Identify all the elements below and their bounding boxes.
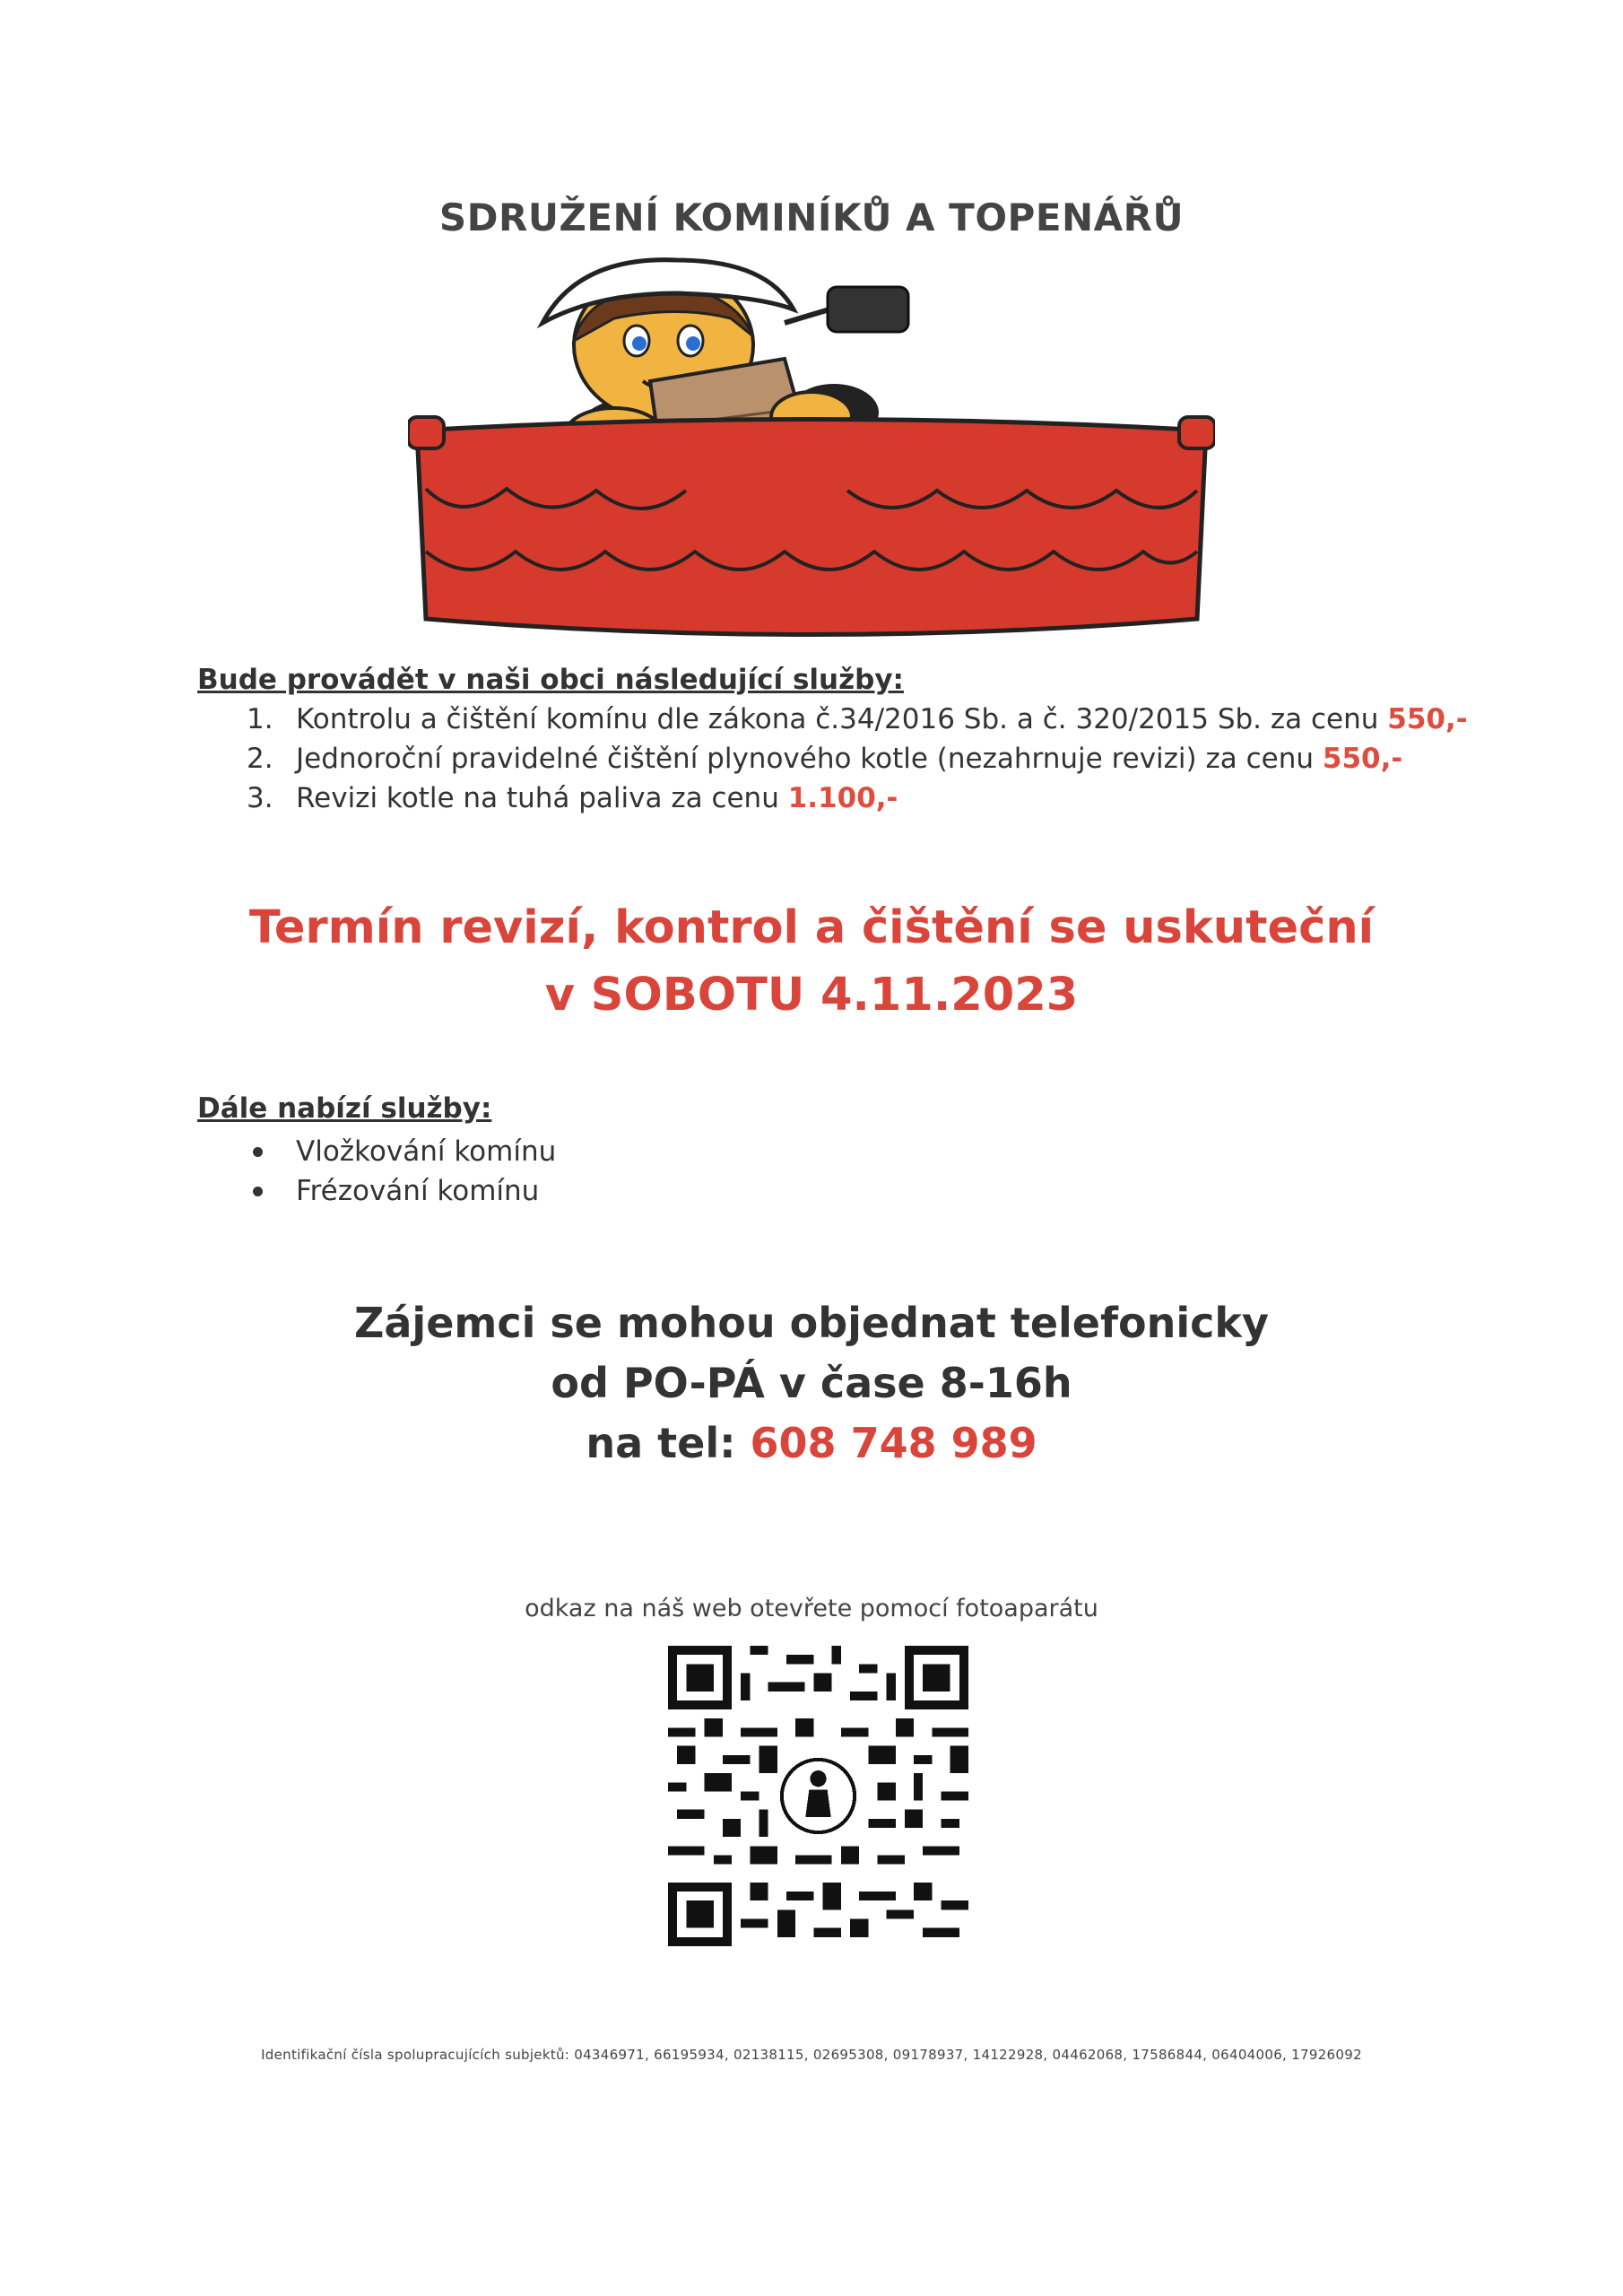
item-text: Revizi kotle na tuhá paliva za cenu [296, 782, 779, 814]
item-number: 3. [247, 782, 273, 814]
notice-line-1: Termín revizí, kontrol a čištění se uskuteční [248, 901, 1375, 954]
notice-date: v SOBOTU 4.11.2023 [544, 969, 1079, 1022]
bullet-icon [253, 1147, 263, 1157]
footer-ids: Identifikační čísla spolupracujících subjektů: 04346971, 66195934, 02138115, 02695308, 09178937, 14122928, 04462068, 17586844, 06404006, 17926092 [261, 2047, 1362, 2063]
qr-caption: odkaz na náš web otevřete pomocí fotoaparátu [525, 1595, 1098, 1622]
chimney-sweep-illustration [408, 256, 1215, 641]
services-heading: Bude provádět v naši obci následující služby: [197, 664, 904, 696]
item-price: 550,- [1322, 743, 1403, 775]
item-price: 550,- [1387, 703, 1468, 735]
qr-code[interactable] [668, 1646, 968, 1946]
contact-line-1: Zájemci se mohou objednat telefonicky [354, 1299, 1269, 1347]
item-number: 1. [247, 703, 273, 735]
item-text: Kontrolu a čištění komínu dle zákona č.34/2016 Sb. a č. 320/2015 Sb. za cenu [296, 703, 1379, 735]
bullet-icon [253, 1187, 263, 1196]
phone-label: na tel: [586, 1419, 736, 1467]
phone-number[interactable]: 608 748 989 [750, 1419, 1037, 1467]
extra-services-heading: Dále nabízí služby: [197, 1092, 492, 1125]
item-text: Jednoroční pravidelné čištění plynového kotle (nezahrnuje revizi) za cenu [296, 743, 1315, 775]
contact-phone-line [0, 1419, 1623, 1467]
contact-line-2: od PO-PÁ v čase 8-16h [551, 1359, 1072, 1407]
page-title: SDRUŽENÍ KOMINÍKŮ A TOPENÁŘŮ [438, 196, 1185, 239]
item-number: 2. [247, 743, 273, 775]
item-price: 1.100,- [787, 782, 898, 814]
